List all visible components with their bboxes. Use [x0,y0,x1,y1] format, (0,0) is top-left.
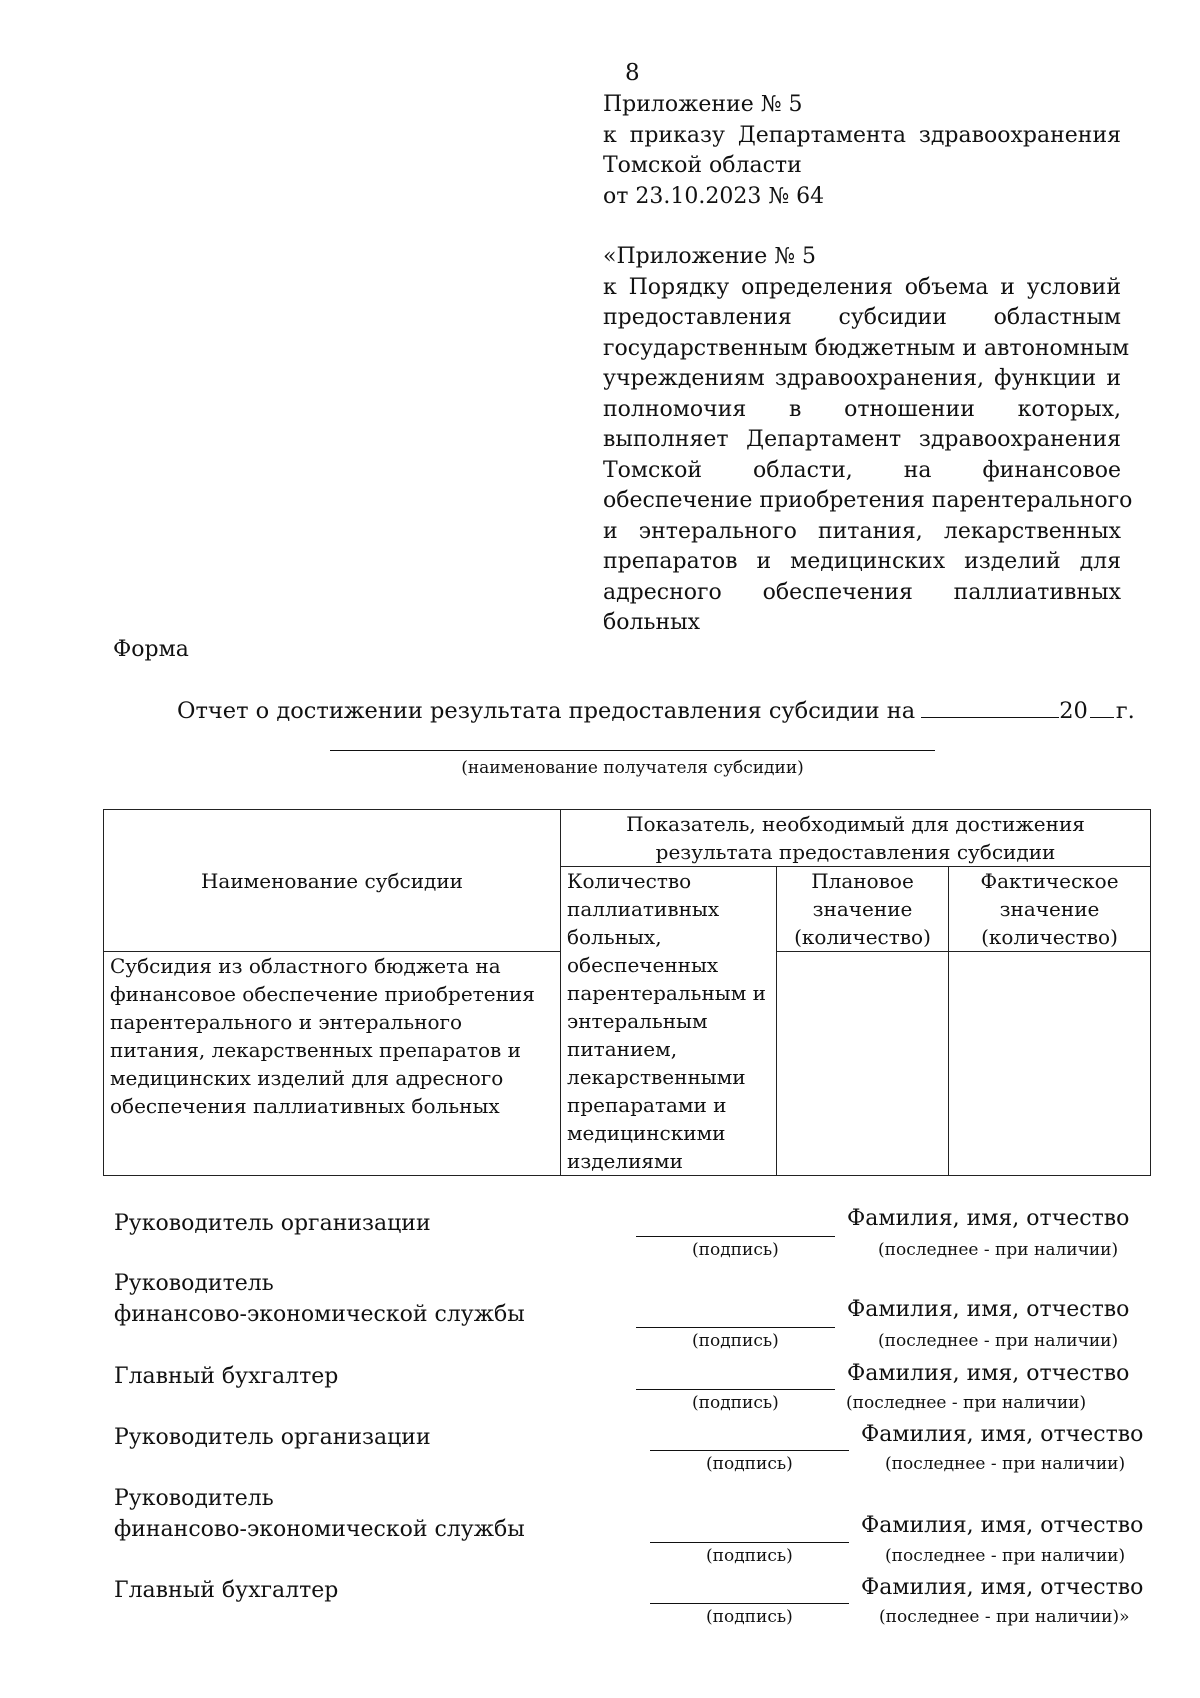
fio-text: Фамилия, имя, отчество [861,1513,1144,1538]
signatory-label: Главный бухгалтер [114,1578,339,1603]
signature-caption: (подпись) [692,1240,779,1260]
order-line: адресного обеспечения паллиативных [603,579,1121,605]
order-line: Томской области, на финансовое [603,457,1121,483]
order-line: государственным бюджетным и автономным [603,335,1130,361]
appendix-line: от 23.10.2023 № 64 [603,183,825,209]
appendix-line: к приказу Департамента здравоохранения [603,122,1121,148]
signature-line [636,1327,835,1328]
signature-caption: (подпись) [692,1393,779,1413]
recipient-caption: (наименование получателя субсидии) [461,758,804,778]
appendix-header [603,90,1121,212]
signatory-label: Руководитель финансово-экономической службы [114,1271,525,1327]
order-line: больных [603,610,701,635]
order-line: «Приложение № 5 [603,244,817,269]
signature-line [650,1450,849,1451]
year-blank-line [1090,697,1114,718]
signature-line [650,1542,849,1543]
fio-caption: (последнее - при наличии) [885,1454,1126,1474]
signature-line [636,1389,835,1390]
date-blank-line [921,697,1059,718]
header-subsidy-name: Наименование субсидии [104,810,561,952]
order-line: к Порядку определения объема и условий [603,274,1121,300]
fio-text: Фамилия, имя, отчество [847,1206,1130,1231]
order-line: препаратов и медицинских изделий для [603,549,1121,574]
signature-caption: (подпись) [706,1607,793,1627]
year-prefix: 20 [1059,698,1088,724]
fio-caption: (последнее - при наличии) [846,1393,1087,1413]
fio-text: Фамилия, имя, отчество [861,1422,1144,1447]
report-title [177,697,1135,724]
order-line: учреждениям здравоохранения, функции и [603,366,1121,391]
order-line: полномочия в отношении которых, [603,396,1121,422]
subsidy-table [103,809,1151,1176]
signature-caption: (подпись) [706,1546,793,1566]
signature-line [650,1603,849,1604]
signatory-label: Главный бухгалтер [114,1364,339,1389]
subsidy-name-cell: Субсидия из областного бюджета на финансовое обеспечение приобретения парентерального и энтерального питания, лекарственных препаратов и медицинских изделий для адресного обеспечения паллиативных больных [104,952,561,1176]
indicator-name-cell: Количество паллиативных больных, обеспеченных парентеральным и энтеральным питанием, лекарственными препаратами и медицинскими изделиями [561,867,777,1176]
report-title-text: Отчет о достижении результата предоставления субсидии на [177,698,916,724]
planned-value-cell [777,952,949,1176]
order-line: и энтерального питания, лекарственных [603,518,1121,544]
order-header [603,242,1133,639]
signatory-label: Руководитель финансово-экономической службы [114,1486,525,1542]
fio-caption: (последнее - при наличии) [878,1331,1119,1351]
header-indicator: Показатель, необходимый для достижения результата предоставления субсидии [561,810,1151,867]
fio-text: Фамилия, имя, отчество [847,1297,1130,1322]
signature-caption: (подпись) [706,1454,793,1474]
signature-caption: (подпись) [692,1331,779,1351]
fio-caption: (последнее - при наличии) [885,1546,1126,1566]
year-suffix: г. [1115,698,1135,724]
actual-value-cell [949,952,1151,1176]
appendix-line: Томской области [603,153,802,178]
fio-caption: (последнее - при наличии)» [879,1607,1130,1627]
header-actual: Фактическое значение (количество) [949,867,1151,952]
header-planned: Плановое значение (количество) [777,867,949,952]
appendix-line: Приложение № 5 [603,92,803,117]
fio-text: Фамилия, имя, отчество [847,1361,1130,1386]
page-number: 8 [625,60,640,86]
fio-text: Фамилия, имя, отчество [861,1575,1144,1600]
order-line: предоставления субсидии областным [603,305,1121,330]
signature-line [636,1236,835,1237]
signatory-label: Руководитель организации [114,1425,431,1450]
order-line: обеспечение приобретения парентерального [603,488,1133,513]
fio-caption: (последнее - при наличии) [878,1240,1119,1260]
order-line: выполняет Департамент здравоохранения [603,427,1121,452]
recipient-name-line [330,750,935,751]
form-label: Форма [113,637,189,662]
signatory-label: Руководитель организации [114,1211,431,1236]
